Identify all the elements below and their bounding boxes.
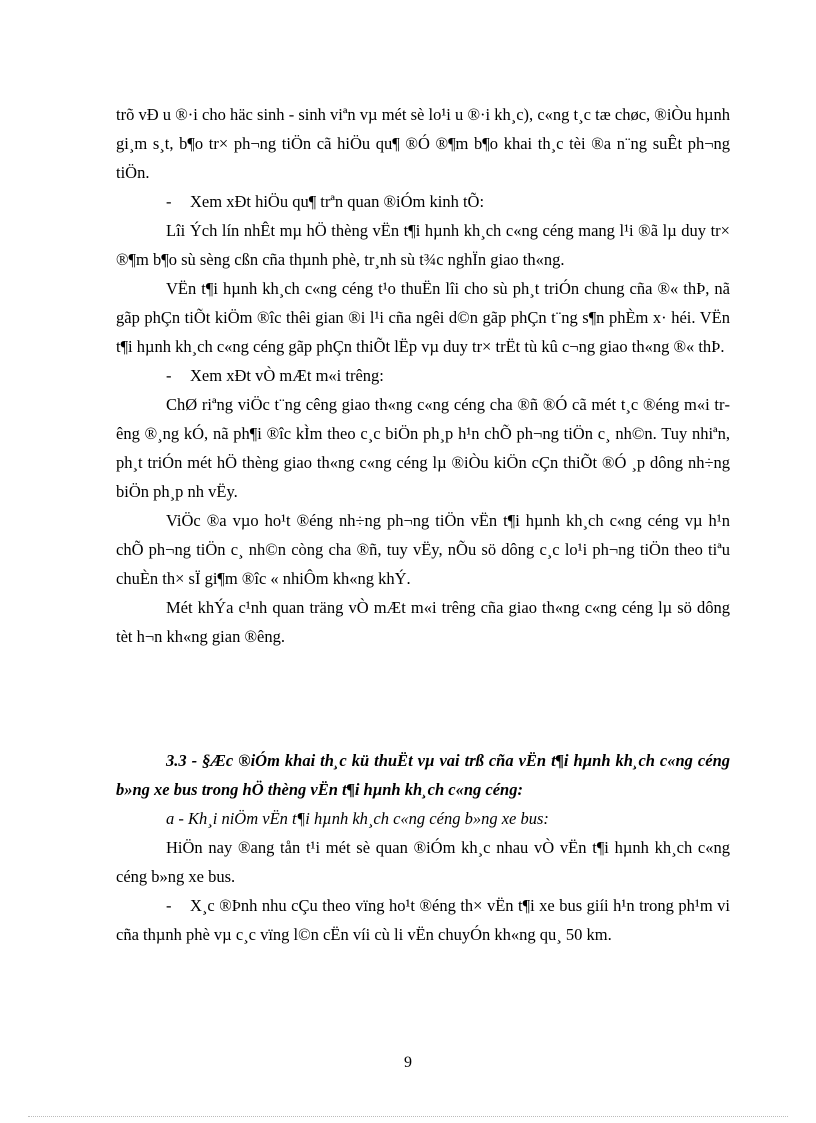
bullet-bus-range [116,891,730,949]
paragraph-benefit: Lîi Ých lín nhÊt mµ hÖ thèng vËn t¶i hµnh kh¸ch c«ng céng mang l¹i ®ã lµ duy tr× ®¶m b¶o sù sèng cßn cña thµnh phè, tr¸nh sù t¾c nghÏn giao th«ng. [116,221,730,269]
bullet-dash: - [166,192,172,211]
section-3-3 [116,746,730,949]
page-number: 9 [404,1054,412,1071]
bullet-economic [116,187,730,216]
paragraph-road-space: Mét khÝa c¹nh quan träng vÒ mÆt m«i trêng cña giao th«ng c«ng céng lµ sö dông tèt h¬n kh«ng gian ®êng. [116,598,730,646]
bullet-dash: - [166,896,172,915]
paragraph-continuation: trõ vÐ u ®·i cho häc sinh - sinh viªn vµ mét sè lo¹i u ®·i kh¸c), c«ng t¸c tæ chøc, ®iÒu hµnh gi¸m s¸t, b¶o tr× ph¬ng tiÖn cã hiÖu qu¶ ®Ó ®¶m b¶o khai th¸c tèi ®a n¨ng suÊt ph¬ng tiÖn. [116,105,730,182]
body-text [116,100,730,651]
footer-divider [28,1116,788,1117]
bullet-dash: - [166,366,172,385]
section-heading: 3.3 - §Æc ®iÓm khai th¸c kü thuËt vµ vai trß cña vËn t¶i hµnh kh¸ch c«ng céng b»ng xe bus trong hÖ thèng vËn t¶i hµnh kh¸ch c«ng céng: [116,751,730,799]
paragraph-urban-development: VËn t¶i hµnh kh¸ch c«ng céng t¹o thuËn lîi cho sù ph¸t triÓn chung cña ®« thÞ, nã gãp phÇn tiÕt kiÖm ®îc thêi gian ®i l¹i cña ngêi d©n gãp phÇn t¨ng s¶n phÈm x· héi. VËn t¶i hµnh kh¸ch c«ng céng gãp phÇn thiÕt lËp vµ duy tr× trËt tù kû c¬ng giao th«ng ®« thÞ. [116,279,730,356]
bullet-bus-range-text: X¸c ®Þnh nhu cÇu theo vïng ho¹t ®éng th× vËn t¶i xe bus giíi h¹n trong ph¹m vi cña thµnh phè vµ c¸c vïng l©n cËn víi cù li vËn chuyÓn kh«ng qu¸ 50 km. [116,896,730,944]
paragraph-vehicle-standards: ViÖc ®a vµo ho¹t ®éng nh÷ng ph¬ng tiÖn vËn t¶i hµnh kh¸ch c«ng céng vµ h¹n chÕ ph¬ng tiÖn c¸ nh©n còng cha ®ñ, tuy vËy, nÕu sö dông c¸c lo¹i ph¬ng tiÖn theo tiªu chuÈn th× sÏ gi¶m ®îc « nhiÔm kh«ng khÝ. [116,511,730,588]
subsection-heading: a - Kh¸i niÖm vËn t¶i hµnh kh¸ch c«ng céng b»ng xe bus: [166,809,549,828]
paragraph-bus-concepts: HiÖn nay ®ang tån t¹i mét sè quan ®iÓm kh¸c nhau vÒ vËn t¶i hµnh kh¸ch c«ng céng b»ng xe bus. [116,838,730,886]
paragraph-environment-impact: ChØ riªng viÖc t¨ng cêng giao th«ng c«ng céng cha ®ñ ®Ó cã mét t¸c ®éng m«i trêng ®¸ng kÓ, nã ph¶i ®îc kÌm theo c¸c biÖn ph¸p h¹n chÕ ph¬ng tiÖn c¸ nh©n. Tuy nhiªn, ph¸t triÓn mét hÖ thèng giao th«ng c«ng céng lµ ®iÒu kiÖn cÇn thiÕt ®Ó ¸p dông nh÷ng biÖn ph¸p nh vËy. [116,395,730,501]
bullet-environment-text: Xem xÐt vÒ mÆt m«i trêng: [190,366,384,385]
bullet-economic-text: Xem xÐt hiÖu qu¶ trªn quan ®iÓm kinh tÕ: [190,192,485,211]
bullet-environment [116,361,730,390]
